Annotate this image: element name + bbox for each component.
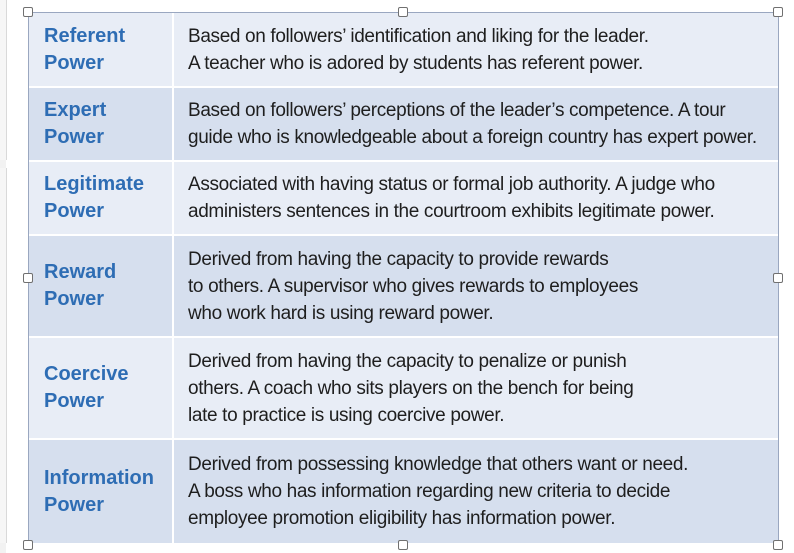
power-name-line: Reward — [44, 261, 117, 283]
power-description-cell — [173, 235, 778, 337]
selected-table-frame[interactable] — [28, 12, 779, 545]
power-name-line: Power — [44, 390, 105, 412]
power-name-line: Coercive — [44, 363, 129, 385]
description-line: who work hard is using reward power. — [188, 302, 494, 324]
power-name-cell — [29, 13, 173, 87]
power-name-line: Power — [44, 126, 105, 148]
resize-handle-top-left[interactable] — [23, 7, 33, 17]
power-name-line: Power — [44, 200, 105, 222]
description-line: Based on followers’ identification and liking for the leader. — [188, 25, 649, 47]
power-description-cell — [173, 13, 778, 87]
power-name-line: Legitimate — [44, 173, 145, 195]
power-name-cell — [29, 161, 173, 235]
description-line: administers sentences in the courtroom exhibits legitimate power. — [188, 201, 715, 222]
power-name-line: Referent — [44, 24, 126, 47]
description-line: A boss who has information regarding new criteria to decide — [188, 481, 671, 502]
description-line: Derived from having the capacity to provide rewards — [188, 248, 609, 270]
description-line: late to practice is using coercive power. — [188, 404, 505, 426]
table-row — [29, 337, 778, 439]
description-line: Derived from having the capacity to penalize or punish — [188, 350, 627, 372]
description-line: A teacher who is adored by students has referent power. — [188, 52, 643, 74]
power-name-line: Information — [44, 466, 154, 489]
table-row — [29, 439, 778, 544]
power-name-cell — [29, 235, 173, 337]
left-margin-strip — [0, 0, 6, 553]
power-types-table — [29, 13, 778, 545]
description-line: Associated with having status or formal job authority. A judge who — [188, 174, 715, 195]
power-description-cell — [173, 87, 778, 161]
power-description-cell — [173, 439, 778, 544]
description-line: Derived from possessing knowledge that others want or need. — [188, 454, 689, 475]
table-row — [29, 13, 778, 87]
power-name-cell — [29, 439, 173, 544]
description-line: guide who is knowledgeable about a foreign country has expert power. — [188, 127, 757, 148]
power-name-cell — [29, 87, 173, 161]
power-name-line: Expert — [44, 99, 107, 121]
description-line: employee promotion eligibility has information power. — [188, 508, 616, 529]
description-line: others. A coach who sits players on the bench for being — [188, 377, 634, 399]
resize-handle-bottom-center[interactable] — [398, 540, 408, 550]
table-row — [29, 87, 778, 161]
table-row — [29, 161, 778, 235]
power-name-line: Power — [44, 493, 105, 516]
resize-handle-bottom-left[interactable] — [23, 540, 33, 550]
resize-handle-top-right[interactable] — [773, 7, 783, 17]
left-margin-segment — [0, 0, 7, 160]
power-name-line: Power — [44, 288, 105, 310]
resize-handle-bottom-right[interactable] — [773, 540, 783, 550]
description-line: to others. A supervisor who gives rewards to employees — [188, 275, 638, 297]
power-name-cell — [29, 337, 173, 439]
power-description-cell — [173, 161, 778, 235]
power-name-line: Power — [44, 51, 105, 74]
resize-handle-middle-left[interactable] — [23, 273, 33, 283]
resize-handle-middle-right[interactable] — [773, 273, 783, 283]
left-margin-segment — [0, 168, 7, 543]
table-row — [29, 235, 778, 337]
resize-handle-top-center[interactable] — [398, 7, 408, 17]
power-description-cell — [173, 337, 778, 439]
description-line: Based on followers’ perceptions of the leader’s competence. A tour — [188, 100, 726, 121]
